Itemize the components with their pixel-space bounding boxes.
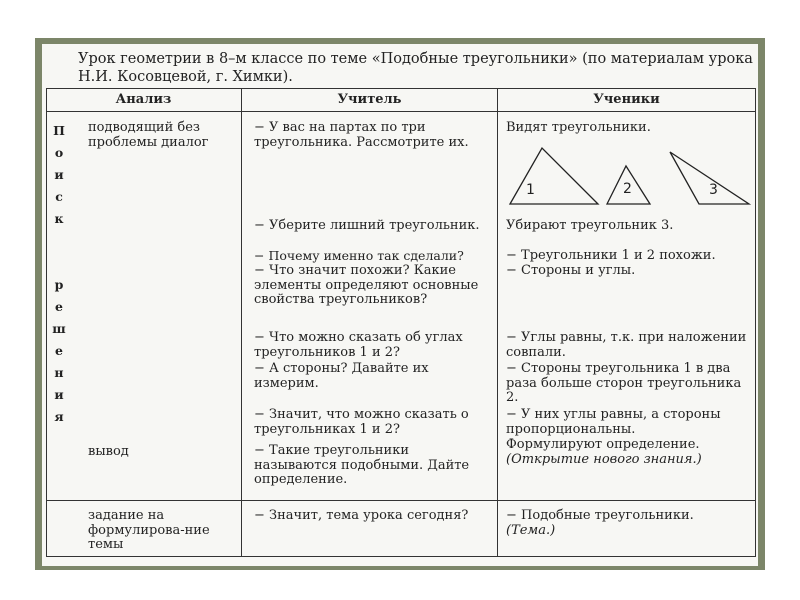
triangle-3-label: 3 bbox=[709, 182, 718, 198]
students-line-6: − Стороны треугольника 1 в два раза больше сторон треугольника 2. bbox=[506, 361, 742, 406]
students-line-1: Видят треугольники. bbox=[506, 120, 651, 135]
triangles-figure bbox=[504, 140, 754, 212]
teacher-line-9: − Значит, тема урока сегодня? bbox=[254, 508, 469, 523]
teacher-line-8: − Такие треугольники называются подобными. Дайте определение. bbox=[254, 443, 470, 488]
header-teacher: Учитель bbox=[337, 92, 402, 107]
teacher-line-1: − У вас на партах по три треугольника. Рассмотрите их. bbox=[254, 120, 469, 150]
students-line-9: − Подобные треугольники. bbox=[506, 508, 694, 523]
vertical-letter: с bbox=[55, 189, 63, 204]
analysis-dialog: подводящий без проблемы диалог bbox=[88, 120, 209, 150]
page-title: Урок геометрии в 8–м классе по теме «Подобные треугольники» (по материалам урока Н.И. Косовцевой, г. Химки). bbox=[78, 51, 753, 85]
header-students: Ученики bbox=[593, 92, 660, 107]
table-border-bottom bbox=[46, 556, 756, 557]
triangle-1-label: 1 bbox=[526, 182, 535, 198]
vertical-letter: е bbox=[55, 299, 63, 314]
vertical-letter: П bbox=[53, 123, 65, 138]
students-line-8-note: (Открытие нового знания.) bbox=[506, 452, 702, 467]
table-border-right bbox=[755, 88, 756, 556]
table-row-divider bbox=[46, 500, 756, 501]
vertical-letter: о bbox=[54, 145, 64, 160]
students-line-3: − Треугольники 1 и 2 похожи. bbox=[506, 248, 716, 263]
vertical-letter: р bbox=[54, 277, 64, 292]
vertical-label-search bbox=[52, 120, 66, 230]
table-header-divider bbox=[46, 111, 756, 112]
table-border-left bbox=[46, 88, 47, 556]
document-page bbox=[42, 44, 758, 566]
students-line-8: Формулируют определение. bbox=[506, 437, 700, 452]
students-line-7: − У них углы равны, а стороны пропорциональны. bbox=[506, 407, 721, 437]
vertical-letter: е bbox=[55, 343, 63, 358]
students-line-2: Убирают треугольник 3. bbox=[506, 218, 674, 233]
teacher-line-5: − Что можно сказать об углах треугольников 1 и 2? bbox=[254, 330, 463, 360]
teacher-line-7: − Значит, что можно сказать о треугольниках 1 и 2? bbox=[254, 407, 469, 437]
teacher-line-2: − Уберите лишний треугольник. bbox=[254, 218, 480, 233]
teacher-line-6: − А стороны? Давайте их измерим. bbox=[254, 361, 429, 391]
analysis-task: задание на формулирова-ние темы bbox=[88, 508, 210, 553]
vertical-label-solution bbox=[52, 274, 66, 428]
triangle-2-label: 2 bbox=[623, 181, 632, 197]
table-border-top bbox=[46, 88, 756, 89]
vertical-letter: н bbox=[54, 365, 64, 380]
teacher-line-3: − Почему именно так сделали? bbox=[254, 248, 464, 263]
vertical-letter: и bbox=[54, 387, 64, 402]
column-divider-1 bbox=[241, 88, 242, 556]
vertical-letter: ш bbox=[52, 321, 66, 336]
header-analysis: Анализ bbox=[115, 92, 172, 107]
vertical-letter: и bbox=[54, 167, 64, 182]
analysis-conclusion: вывод bbox=[88, 444, 129, 459]
vertical-letter: к bbox=[54, 211, 64, 226]
teacher-line-4: − Что значит похожи? Какие элементы определяют основные свойства треугольников? bbox=[254, 263, 479, 308]
triangle-1-shape bbox=[510, 148, 598, 204]
column-divider-2 bbox=[497, 88, 498, 556]
students-line-4: − Стороны и углы. bbox=[506, 263, 636, 278]
students-line-5: − Углы равны, т.к. при наложении совпали. bbox=[506, 330, 747, 360]
vertical-letter: я bbox=[54, 409, 64, 424]
students-line-9-note: (Тема.) bbox=[506, 523, 556, 538]
